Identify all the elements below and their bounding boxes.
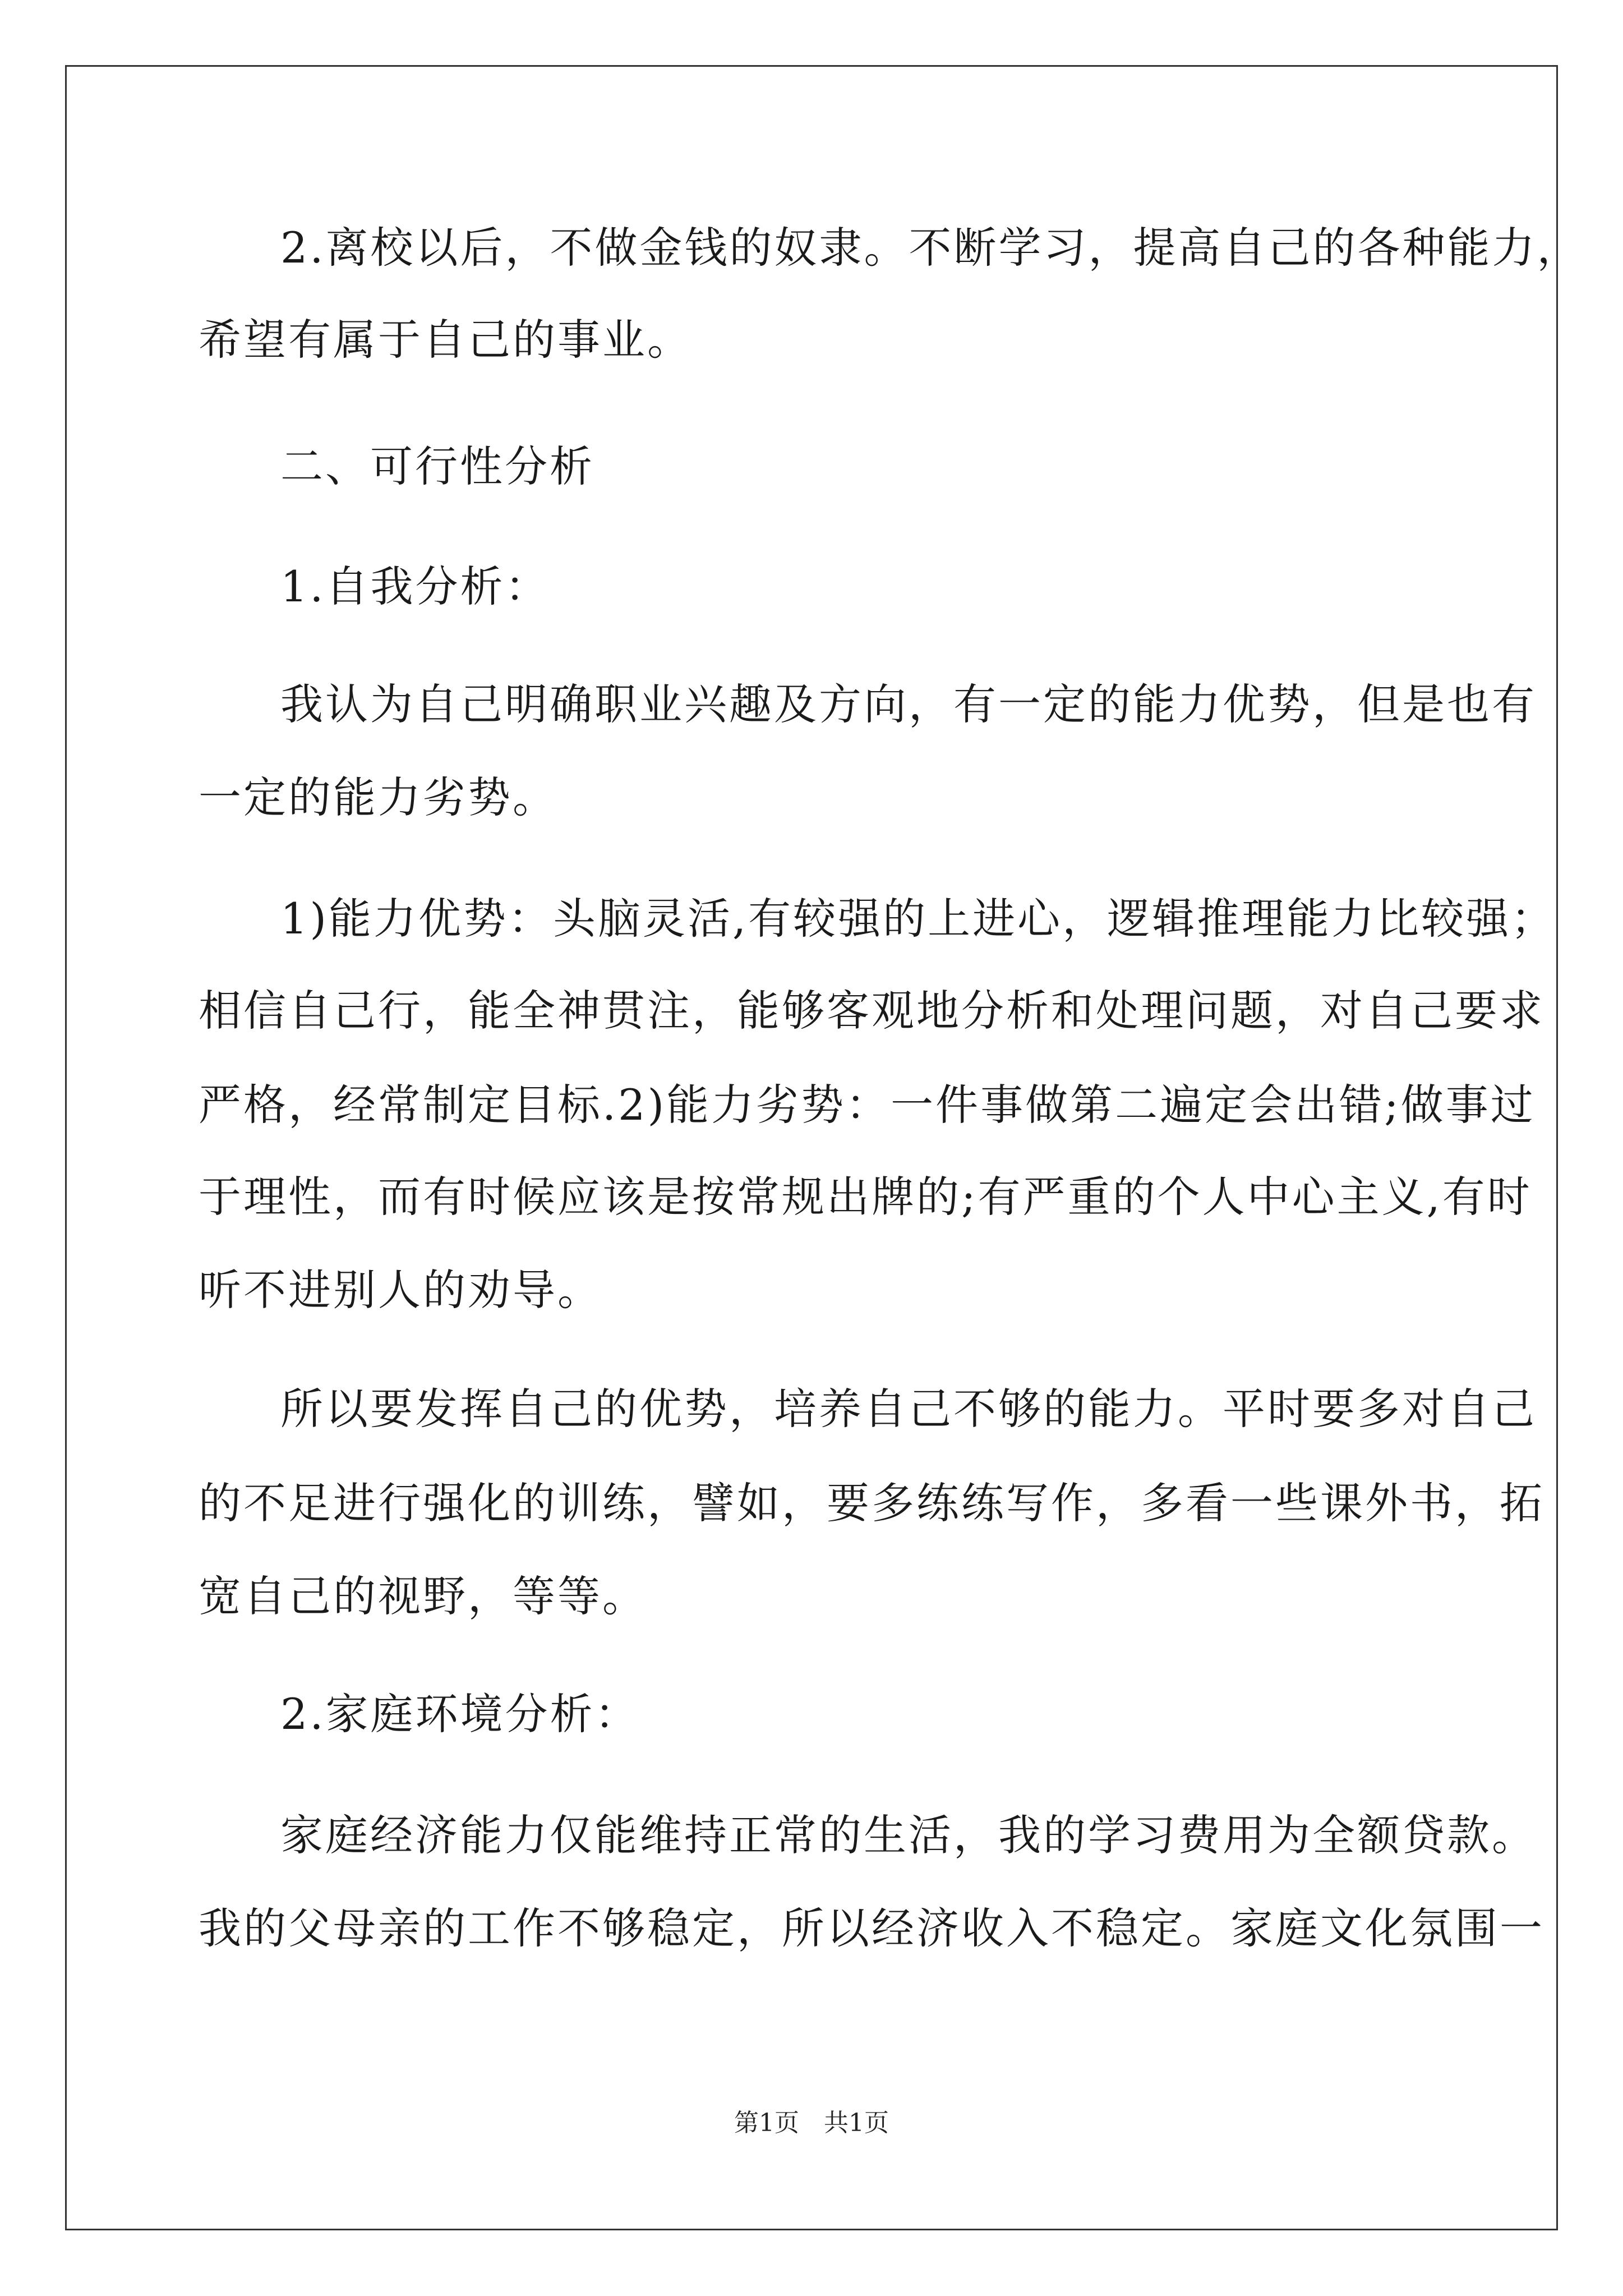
paragraph-line: 严格，经常制定目标.2)能力劣势：一件事做第二遍定会出错;做事过 [199,1080,1536,1130]
paragraph-line: 宽自己的视野，等等。 [199,1571,647,1621]
paragraph-line: 家庭经济能力仅能维持正常的生活，我的学习费用为全额贷款。 [280,1810,1537,1860]
page-number-footer: 第1页 共1页 [734,2109,889,2137]
paragraph-line: 2.离校以后，不做金钱的奴隶。不断学习，提高自己的各种能力， [280,223,1582,273]
paragraph-line: 于理性，而有时候应该是按常规出牌的;有严重的个人中心主义,有时 [199,1172,1532,1222]
paragraph-line: 相信自己行，能全神贯注，能够客观地分析和处理问题，对自己要求 [199,986,1544,1036]
subsection-heading: 1.自我分析： [280,562,550,611]
paragraph-line: 希望有属于自己的事业。 [199,315,692,365]
section-heading: 二、可行性分析 [280,441,594,491]
subsection-heading: 2.家庭环境分析： [280,1689,640,1739]
paragraph-line: 我认为自己明确职业兴趣及方向，有一定的能力优势，但是也有 [280,679,1537,729]
paragraph-line: 所以要发挥自己的优势，培养自己不够的能力。平时要多对自己 [280,1384,1537,1434]
paragraph-line: 我的父母亲的工作不够稳定，所以经济收入不稳定。家庭文化氛围一 [199,1903,1544,1953]
paragraph-line: 听不进别人的劝导。 [199,1265,602,1315]
paragraph-line: 1)能力优势：头脑灵活,有较强的上进心，逻辑推理能力比较强； [280,894,1556,944]
paragraph-line: 的不足进行强化的训练，譬如，要多练练写作，多看一些课外书，拓 [199,1478,1544,1528]
paragraph-line: 一定的能力劣势。 [199,772,557,822]
